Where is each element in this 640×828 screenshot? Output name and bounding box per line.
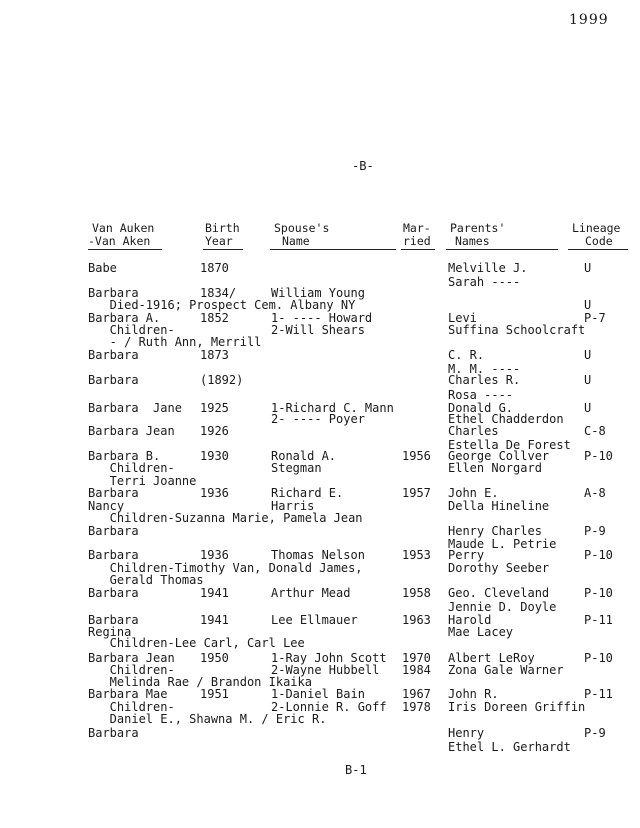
cell-married: 1953 bbox=[402, 548, 431, 562]
cell-code: P-10 bbox=[584, 449, 613, 463]
page-footer: B-1 bbox=[345, 763, 367, 777]
cell-spouse: Stegman bbox=[271, 461, 322, 475]
cell-name: Children-Lee Carl, Carl Lee bbox=[88, 636, 305, 650]
header-lineage-line2: Code bbox=[585, 234, 613, 248]
cell-spouse: Richard E. bbox=[271, 486, 344, 500]
cell-code: P-11 bbox=[584, 613, 613, 627]
cell-code: P-9 bbox=[584, 726, 606, 740]
cell-parents: Dorothy Seeber bbox=[448, 561, 550, 575]
cell-year: 1950 bbox=[200, 651, 229, 665]
cell-name: Barbara bbox=[88, 348, 139, 362]
cell-name: Nancy bbox=[88, 499, 125, 513]
header-underline bbox=[446, 249, 558, 250]
cell-parents: Estella De Forest bbox=[448, 438, 571, 452]
cell-name: Children- bbox=[88, 700, 175, 714]
cell-name: - / Ruth Ann, Merrill bbox=[88, 335, 262, 349]
cell-year: 1941 bbox=[200, 586, 229, 600]
cell-parents: Henry Charles bbox=[448, 524, 542, 538]
cell-name: Barbara Jean bbox=[88, 424, 175, 438]
cell-married: 1963 bbox=[402, 613, 431, 627]
cell-parents: Charles R. bbox=[448, 373, 521, 387]
cell-name: Barbara bbox=[88, 486, 139, 500]
cell-name: Barbara bbox=[88, 373, 139, 387]
cell-parents: John R. bbox=[448, 687, 499, 701]
cell-parents: C. R. bbox=[448, 348, 485, 362]
header-name-line1: Van Auken bbox=[92, 221, 155, 235]
cell-name: Regina bbox=[88, 625, 132, 639]
cell-parents: Geo. Cleveland bbox=[448, 586, 550, 600]
cell-parents: Mae Lacey bbox=[448, 625, 514, 639]
cell-year: 1936 bbox=[200, 486, 229, 500]
cell-code: U bbox=[584, 348, 592, 362]
cell-code: P-9 bbox=[584, 524, 606, 538]
cell-year: 1870 bbox=[200, 261, 229, 275]
cell-name: Children-Suzanna Marie, Pamela Jean bbox=[88, 511, 363, 525]
cell-spouse: Harris bbox=[271, 499, 315, 513]
header-underline bbox=[88, 249, 162, 250]
header-underline bbox=[401, 249, 435, 250]
cell-year: 1873 bbox=[200, 348, 229, 362]
header-spouse-line1: Spouse's bbox=[274, 221, 330, 235]
cell-parents: Maude L. Petrie bbox=[448, 537, 557, 551]
cell-spouse: 1- ---- Howard bbox=[271, 311, 373, 325]
header-underline bbox=[270, 249, 396, 250]
cell-code: P-11 bbox=[584, 687, 613, 701]
header-birth-line2: Year bbox=[205, 234, 233, 248]
cell-code: C-8 bbox=[584, 424, 606, 438]
cell-name: Terri Joanne bbox=[88, 474, 197, 488]
cell-year: 1930 bbox=[200, 449, 229, 463]
cell-code: P-10 bbox=[584, 586, 613, 600]
cell-code: P-10 bbox=[584, 651, 613, 665]
cell-code: U bbox=[584, 373, 592, 387]
cell-married: 1984 bbox=[402, 663, 431, 677]
cell-parents: Zona Gale Warner bbox=[448, 663, 564, 677]
cell-spouse: Lee Ellmauer bbox=[271, 613, 358, 627]
cell-code: P-7 bbox=[584, 311, 606, 325]
cell-name: Barbara bbox=[88, 613, 139, 627]
header-birth-line1: Birth bbox=[205, 221, 240, 235]
header-married-line1: Mar- bbox=[403, 221, 431, 235]
handwritten-page-number: 1999 bbox=[569, 12, 609, 28]
cell-parents: John E. bbox=[448, 486, 499, 500]
cell-name: Gerald Thomas bbox=[88, 573, 204, 587]
cell-name: Barbara bbox=[88, 586, 139, 600]
cell-name: Barbara B. bbox=[88, 449, 161, 463]
cell-spouse: 1-Daniel Bain bbox=[271, 687, 365, 701]
cell-spouse: 2-Will Shears bbox=[271, 323, 365, 337]
cell-married: 1978 bbox=[402, 700, 431, 714]
cell-code: U bbox=[584, 261, 592, 275]
header-name-line2: -Van Aken bbox=[88, 234, 151, 248]
cell-parents: Donald G. bbox=[448, 401, 514, 415]
cell-year: 1926 bbox=[200, 424, 229, 438]
cell-parents: Jennie D. Doyle bbox=[448, 600, 557, 614]
cell-married: 1956 bbox=[402, 449, 431, 463]
cell-name: Barbara Jane bbox=[88, 401, 182, 415]
cell-parents: Charles bbox=[448, 424, 499, 438]
cell-parents: Della Hineline bbox=[448, 499, 550, 513]
cell-name: Barbara bbox=[88, 726, 139, 740]
cell-name: Barbara A. bbox=[88, 311, 161, 325]
cell-name: Barbara Mae bbox=[88, 687, 168, 701]
cell-name: Barbara bbox=[88, 548, 139, 562]
header-parents-line2: Names bbox=[455, 234, 490, 248]
cell-year: 1834/ bbox=[200, 286, 237, 300]
cell-spouse: Thomas Nelson bbox=[271, 548, 365, 562]
cell-name: Daniel E., Shawna M. / Eric R. bbox=[88, 712, 327, 726]
cell-parents: Rosa ---- bbox=[448, 388, 514, 402]
cell-year: 1941 bbox=[200, 613, 229, 627]
cell-name: Died-1916; Prospect Cem. Albany NY bbox=[88, 298, 356, 312]
cell-year: (1892) bbox=[200, 373, 244, 387]
cell-parents: Ethel Chadderdon bbox=[448, 412, 564, 426]
cell-name: Children- bbox=[88, 323, 175, 337]
cell-name: Children- bbox=[88, 461, 175, 475]
header-married-line2: ried bbox=[403, 234, 431, 248]
cell-parents: M. M. ---- bbox=[448, 362, 521, 376]
header-spouse-line2: Name bbox=[282, 234, 310, 248]
cell-year: 1925 bbox=[200, 401, 229, 415]
cell-parents: Henry bbox=[448, 726, 485, 740]
cell-name: Children- bbox=[88, 663, 175, 677]
cell-name: Babe bbox=[88, 261, 117, 275]
cell-parents: Albert LeRoy bbox=[448, 651, 535, 665]
cell-married: 1967 bbox=[402, 687, 431, 701]
cell-code: U bbox=[584, 401, 592, 415]
cell-year: 1852 bbox=[200, 311, 229, 325]
cell-parents: Melville J. bbox=[448, 261, 528, 275]
cell-code: U bbox=[584, 298, 592, 312]
cell-parents: Levi bbox=[448, 311, 477, 325]
cell-spouse: 1-Richard C. Mann bbox=[271, 401, 394, 415]
cell-spouse: 2- ---- Poyer bbox=[271, 412, 365, 426]
header-parents-line1: Parents' bbox=[450, 221, 506, 235]
cell-parents: Ellen Norgard bbox=[448, 461, 542, 475]
cell-married: 1957 bbox=[402, 486, 431, 500]
cell-name: Barbara bbox=[88, 524, 139, 538]
cell-parents: Perry bbox=[448, 548, 485, 562]
cell-married: 1958 bbox=[402, 586, 431, 600]
cell-spouse: Ronald A. bbox=[271, 449, 337, 463]
cell-spouse: 2-Wayne Hubbell bbox=[271, 663, 380, 677]
cell-spouse: 2-Lonnie R. Goff bbox=[271, 700, 387, 714]
cell-name: Melinda Rae / Brandon Ikaika bbox=[88, 675, 312, 689]
cell-name: Children-Timothy Van, Donald James, bbox=[88, 561, 363, 575]
header-underline bbox=[203, 249, 243, 250]
cell-spouse: William Young bbox=[271, 286, 365, 300]
cell-year: 1951 bbox=[200, 687, 229, 701]
header-underline bbox=[568, 249, 628, 250]
cell-code: P-10 bbox=[584, 548, 613, 562]
cell-parents: George Collver bbox=[448, 449, 550, 463]
cell-parents: Iris Doreen Griffin bbox=[448, 700, 586, 714]
cell-parents: Suffina Schoolcraft bbox=[448, 323, 586, 337]
cell-name: Barbara bbox=[88, 286, 139, 300]
cell-parents: Sarah ---- bbox=[448, 275, 521, 289]
cell-name: Barbara Jean bbox=[88, 651, 175, 665]
section-letter: -B- bbox=[352, 159, 374, 173]
header-lineage-line1: Lineage bbox=[572, 221, 621, 235]
cell-married: 1970 bbox=[402, 651, 431, 665]
cell-year: 1936 bbox=[200, 548, 229, 562]
cell-spouse: 1-Ray John Scott bbox=[271, 651, 387, 665]
cell-parents: Ethel L. Gerhardt bbox=[448, 740, 571, 754]
cell-parents: Harold bbox=[448, 613, 492, 627]
cell-spouse: Arthur Mead bbox=[271, 586, 351, 600]
cell-code: A-8 bbox=[584, 486, 606, 500]
